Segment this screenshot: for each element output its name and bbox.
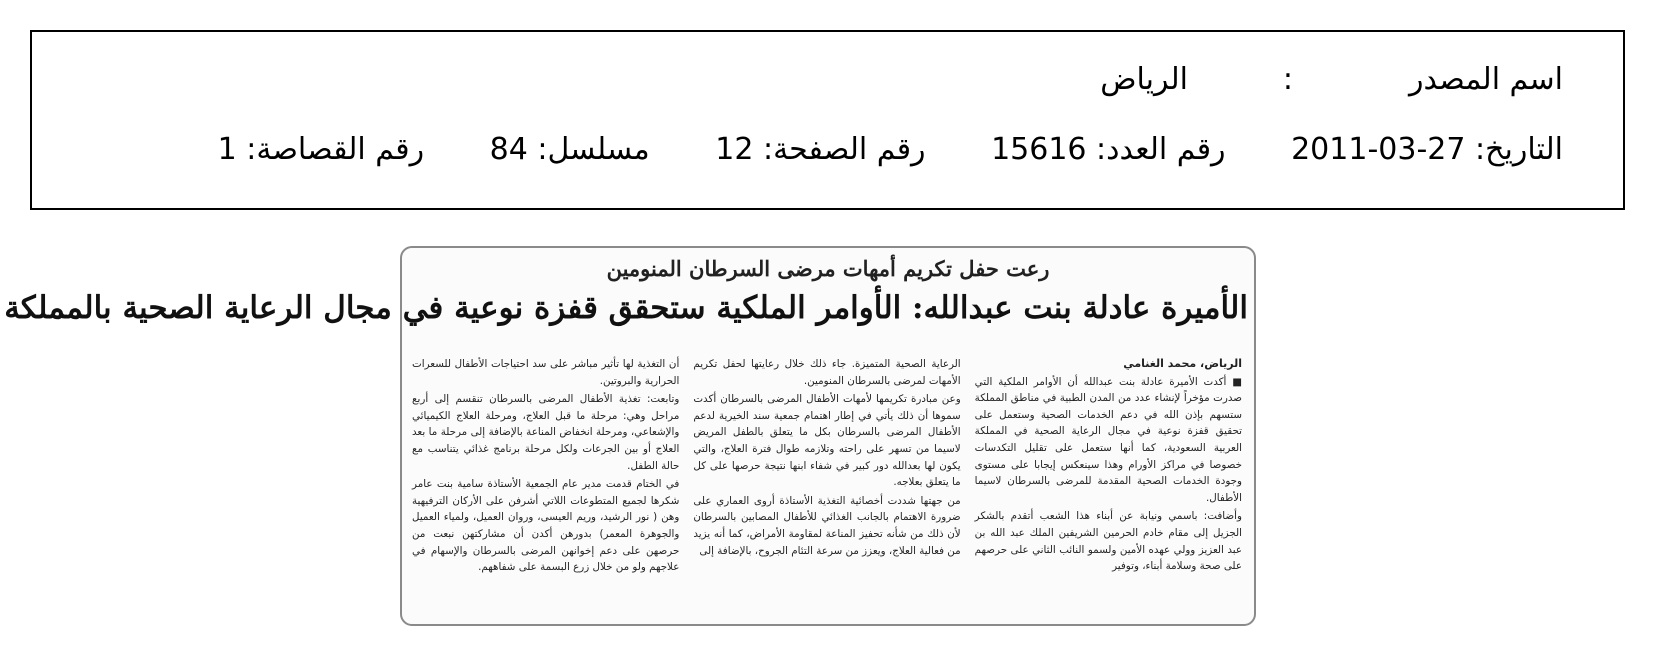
newspaper-clipping [4,246,1256,626]
details-row [92,132,1563,172]
article-paragraph: وتابعت: تغذية الأطفال المرضى بالسرطان تنقسم إلى أربع مراحل وهي: مرحلة ما قبل العلاج، ومرحلة العلاج الكيميائي والإشعاعي، ومرحلة انخفاض المناعة بالإضافة إلى مرحلة ما بعد العلاج أو بين الجرعات ولكل مرحلة برنامج غذائي يتناسب مع حالة الطفل. [412,393,680,472]
source-value: الرياض [1100,62,1188,97]
article-paragraph: أن التغذية لها تأثير مباشر على سد احتياجات الأطفال للسعرات الحرارية والبروتين. [412,358,680,387]
clip-number-field: رقم القصاصة: 1 [217,132,425,167]
article-paragraph: في الختام قدمت مدير عام الجمعية الأستاذة سامية بنت عامر شكرها لجميع المتطوعات اللاتي أشرفن على الأركان الترفيهية وهن ( نور الرشيد، وريم العيسى، وروان العميل، ولمياء العميل والجوهرة المعمر) بدورهن أكدن أن مشاركتهن نبعت من حرصهن على دعم إخوانهن المرضى بالسرطان والإسهام في علاجهم ولو من خلال زرع البسمة على شفاههم. [412,478,680,574]
page-number-field: رقم الصفحة: 12 [715,132,926,167]
article-paragraph: وأضافت: باسمي ونيابة عن أبناء هذا الشعب أتقدم بالشكر الجزيل إلى مقام خادم الحرمين الشريفين الملك عبد الله بن عبد العزيز وولي عهده الأمين ولسمو النائب الثاني على حرصهم على صحة وسلامة أبناء، وتوفير [974,510,1242,573]
article-kicker: رعت حفل تكريم أمهات مرضى السرطان المنومين [606,256,1050,281]
article-paragraph: وعن مبادرة تكريمها لأمهات الأطفال المرضى بالسرطان أكدت سموها أن ذلك يأتي في إطار اهتمام جمعية سند الخيرية لدعم الأطفال المرضى بالسرطان بكل ما يتعلق بالطفل المريض لاسيما من تسهر على راحته وتلازمه طوال فترة العلاج، والتي يكون لها بعدالله دور كبير في شفاء ابنها نتيجة حرصها على كل ما يتعلق بعلاجه. [693,393,961,489]
article-column-3 [412,356,679,620]
clipping-metadata-box [30,30,1625,210]
issue-number-field: رقم العدد: 15616 [991,132,1226,167]
article-paragraph: ■ أكدت الأميرة عادلة بنت عبدالله أن الأوامر الملكية التي صدرت مؤخراً لإنشاء عدد من المدن الطبية في مناطق المملكة ستسهم بإذن الله في دعم الخدمات الصحية وستعمل على تحقيق قفزة نوعية في مجال الرعاية الصحية في المملكة العربية السعودية، كما أنها ستعمل على تقليل التكدسات خصوصا في مراكز الأورام وهذا سينعكس إيجابا على مستوى وجودة الخدمات الصحية المقدمة للمرضى بالسرطان لاسيما الأطفال. [974,375,1242,504]
source-row [92,62,1563,102]
article-columns [412,356,1242,620]
article-column-1 [975,356,1242,620]
article-byline: الرياض، محمد الغنامي [1123,357,1242,370]
article-headline: الأميرة عادلة بنت عبدالله: الأوامر الملكية ستحقق قفزة نوعية في مجال الرعاية الصحية بالمملكة [4,290,1248,326]
source-label: اسم المصدر [1408,62,1563,97]
article-paragraph: الرعاية الصحية المتميزة. جاء ذلك خلال رعايتها لحفل تكريم الأمهات لمرضى بالسرطان المنومين. [693,358,961,387]
date-field: التاريخ: 27-03-2011 [1291,132,1563,167]
source-separator: : [1282,62,1293,97]
serial-field: مسلسل: 84 [489,132,650,167]
article-paragraph: من جهتها شددت أخصائية التغذية الأستاذة أروى العماري على ضرورة الاهتمام بالجانب الغذائي للأطفال المصابين بالسرطان لأن ذلك من شأنه تحفيز المناعة لمقاومة الأمراض، كما أنه يزيد من فعالية العلاج، ويعزز من سرعة التئام الجروح، بالإضافة إلى [693,494,961,557]
article-column-2 [693,356,960,620]
